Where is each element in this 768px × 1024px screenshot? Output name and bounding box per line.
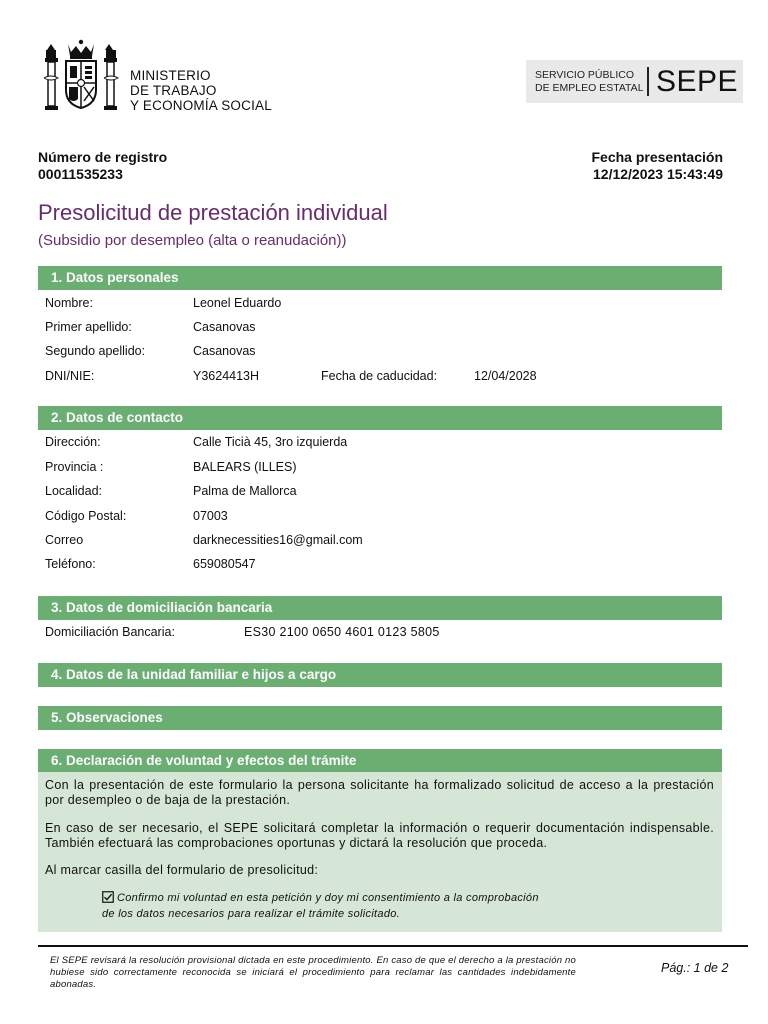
registro-value: 00011535233 [38, 166, 123, 182]
section-header-observaciones: 5. Observaciones [38, 706, 722, 730]
footer-divider [38, 945, 748, 947]
field-label: DNI/NIE: [45, 369, 95, 383]
field-label: Código Postal: [45, 509, 127, 523]
field-value-caducidad: 12/04/2028 [474, 369, 537, 383]
consent-text-line-1: Confirmo mi voluntad en esta petición y doy mi consentimiento a la comprobación [117, 892, 539, 904]
field-value: Palma de Mallorca [193, 484, 297, 498]
field-label: Dirección: [45, 435, 101, 449]
field-value-iban: ES30 2100 0650 4601 0123 5805 [244, 625, 440, 639]
field-label: Domiciliación Bancaria: [45, 625, 175, 639]
page-number: Pág.: 1 de 2 [661, 961, 729, 975]
sepe-logo [526, 60, 743, 103]
page-subtitle: (Subsidio por desempleo (alta o reanudación)) [38, 232, 347, 249]
consent-text-line-2: de los datos necesarios para realizar el trámite solicitado. [102, 908, 401, 920]
consent-line-1 [102, 890, 622, 906]
fecha-block [592, 149, 724, 183]
section-header-bancaria: 3. Datos de domiciliación bancaria [38, 596, 722, 620]
declaracion-paragraph-3: Al marcar casilla del formulario de presolicitud: [45, 863, 319, 877]
sepe-subtitle [535, 69, 644, 95]
ministry-name [130, 68, 272, 113]
field-value: Leonel Eduardo [193, 296, 282, 310]
field-value: Calle Ticià 45, 3ro izquierda [193, 435, 348, 449]
ministry-logo [40, 38, 290, 118]
page-title: Presolicitud de prestación individual [38, 200, 388, 225]
field-label: Teléfono: [45, 557, 96, 571]
sepe-wordmark: SEPE [656, 65, 739, 98]
sepe-subtitle-line-1: SERVICIO PÚBLICO [535, 69, 635, 81]
sepe-subtitle-line-2: DE EMPLEO ESTATAL [535, 82, 644, 94]
field-value: Casanovas [193, 320, 256, 334]
consent-checkbox-row[interactable] [102, 890, 622, 922]
ministry-line-1: MINISTERIO [130, 68, 211, 83]
declaracion-body [38, 772, 722, 932]
field-label: Provincia : [45, 460, 104, 474]
ministry-line-2: DE TRABAJO [130, 83, 217, 98]
footer-disclaimer: El SEPE revisará la resolución provisional dictada en este procedimiento. En caso de que el derecho a la prestación no hubiese sido correctamente reconocida se iniciará el procedimiento para reclamar las cantidades indebidamente abonadas. [50, 955, 576, 990]
declaracion-paragraph-1: Con la presentación de este formulario la persona solicitante ha formalizado solicitud de acceso a la prestación por desempleo o de baja de la prestación. [45, 778, 714, 807]
field-value: 07003 [193, 509, 228, 523]
registro-block [38, 149, 167, 183]
section-header-familiar: 4. Datos de la unidad familiar e hijos a cargo [38, 663, 722, 687]
field-value: Casanovas [193, 344, 256, 358]
sepe-divider [647, 67, 649, 96]
section-header-personales: 1. Datos personales [38, 266, 722, 290]
field-label: Segundo apellido: [45, 344, 146, 358]
fecha-label: Fecha presentación [591, 149, 723, 165]
declaracion-paragraph-2: En caso de ser necesario, el SEPE solicitará completar la información o requerir documentación indispensable. También efectuará las comprobaciones oportunas y dictará la resolución que proceda. [45, 821, 714, 850]
field-value: BALEARS (ILLES) [193, 460, 297, 474]
section-header-contacto: 2. Datos de contacto [38, 406, 722, 430]
fecha-value: 12/12/2023 15:43:49 [593, 166, 723, 182]
field-label: Primer apellido: [45, 320, 132, 334]
field-value: Y3624413H [193, 369, 260, 383]
checkbox-checked-icon[interactable] [102, 891, 114, 903]
coat-of-arms-icon [40, 38, 122, 118]
field-value: darknecessities16@gmail.com [193, 533, 363, 547]
ministry-line-3: Y ECONOMÍA SOCIAL [130, 98, 272, 113]
field-label: Localidad: [45, 484, 102, 498]
field-label: Nombre: [45, 296, 93, 310]
field-value: 659080547 [193, 557, 256, 571]
field-label-caducidad: Fecha de caducidad: [321, 369, 438, 383]
section-header-declaracion: 6. Declaración de voluntad y efectos del trámite [38, 749, 722, 773]
field-label: Correo [45, 533, 84, 547]
registro-label: Número de registro [38, 149, 168, 165]
